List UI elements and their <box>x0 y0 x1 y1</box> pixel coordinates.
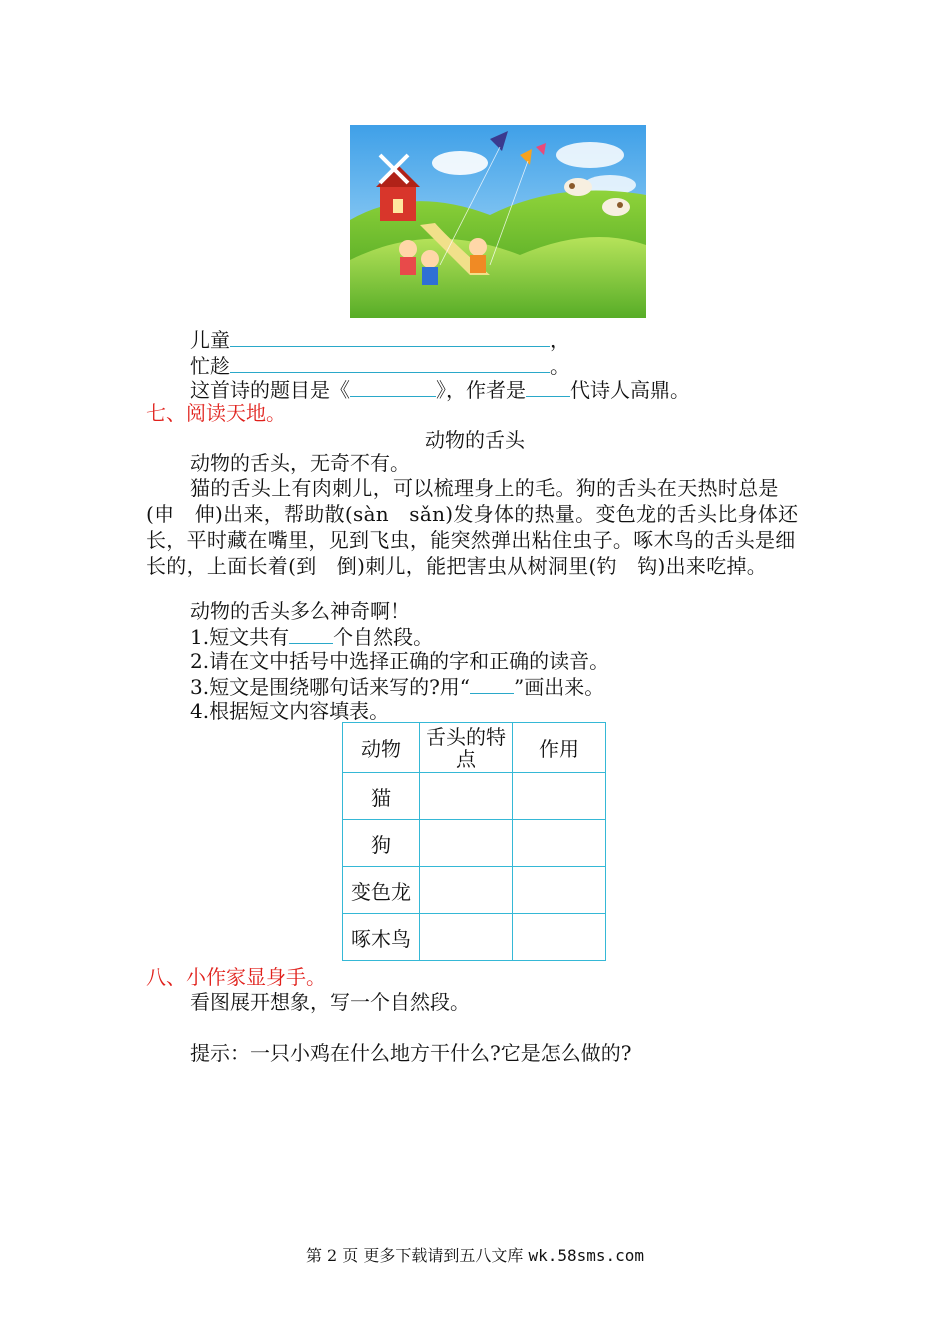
section8-heading: 八、小作家显身手。 <box>146 965 326 989</box>
section8-hint: 提示：一只小鸡在什么地方干什么?它是怎么做的? <box>190 1041 632 1065</box>
article-paragraph-1: 动物的舌头，无奇不有。 <box>190 451 410 475</box>
dynasty-blank[interactable] <box>526 376 570 397</box>
article-title: 动物的舌头 <box>425 428 525 452</box>
function-blank-cell[interactable] <box>513 820 606 867</box>
article-paragraph-3: 动物的舌头多么神奇啊！ <box>190 599 410 623</box>
animal-cell: 变色龙 <box>343 867 420 914</box>
animal-cell: 狗 <box>343 820 420 867</box>
footer-link[interactable]: wk.58sms.com <box>528 1246 645 1265</box>
section8-instruction: 看图展开想象，写一个自然段。 <box>190 990 470 1014</box>
question-1: 1.短文共有 个自然段。 <box>190 625 434 649</box>
answer-blank[interactable] <box>230 326 550 347</box>
function-blank-cell[interactable] <box>513 867 606 914</box>
feature-blank-cell[interactable] <box>420 867 513 914</box>
question-3: 3.短文是围绕哪句话来写的?用“ ”画出来。 <box>190 675 605 699</box>
page-footer: 第 2 页 更多下载请到五八文库 wk.58sms.com <box>305 1246 645 1265</box>
poem-title-question: 这首诗的题目是《 》，作者是 代诗人高鼎。 <box>190 378 690 402</box>
feature-blank-cell[interactable] <box>420 914 513 961</box>
table-row <box>343 867 606 914</box>
poem-answer-line-1: 儿童 ， <box>190 328 570 352</box>
question-4: 4.根据短文内容填表。 <box>190 699 390 723</box>
feature-blank-cell[interactable] <box>420 773 513 820</box>
title-blank[interactable] <box>350 376 436 397</box>
table-header-cell: 作用 <box>513 723 606 773</box>
animal-cell: 猫 <box>343 773 420 820</box>
kite-flying-illustration <box>350 125 646 318</box>
section7-heading: 七、阅读天地。 <box>146 401 286 425</box>
answer-blank[interactable] <box>230 352 550 373</box>
table-row <box>343 820 606 867</box>
table-header-row <box>343 723 606 773</box>
table-header-cell: 舌头的特点 <box>420 723 513 773</box>
article-paragraph-2: 猫的舌头上有肉刺儿，可以梳理身上的毛。狗的舌头在天热时总是(申 伸)出来，帮助散(sàn sǎn)发身体的热量。变色龙的舌头比身体还长，平时藏在嘴里，见到飞虫，能突然弹出粘住虫子。啄木鸟的舌头是细长的，上面长着(到 倒)刺儿，能把害虫从树洞里(钓 钩)出来吃掉。 <box>146 476 799 578</box>
underline-sample <box>470 673 514 694</box>
feature-blank-cell[interactable] <box>420 820 513 867</box>
question-2: 2.请在文中括号中选择正确的字和正确的读音。 <box>190 649 610 673</box>
table-row <box>343 773 606 820</box>
tongue-table <box>342 722 606 961</box>
poem-answer-line-2: 忙趁 。 <box>190 354 570 378</box>
function-blank-cell[interactable] <box>513 914 606 961</box>
paragraph-count-blank[interactable] <box>289 623 333 644</box>
table-row <box>343 914 606 961</box>
animal-cell: 啄木鸟 <box>343 914 420 961</box>
function-blank-cell[interactable] <box>513 773 606 820</box>
table-header-cell: 动物 <box>343 723 420 773</box>
